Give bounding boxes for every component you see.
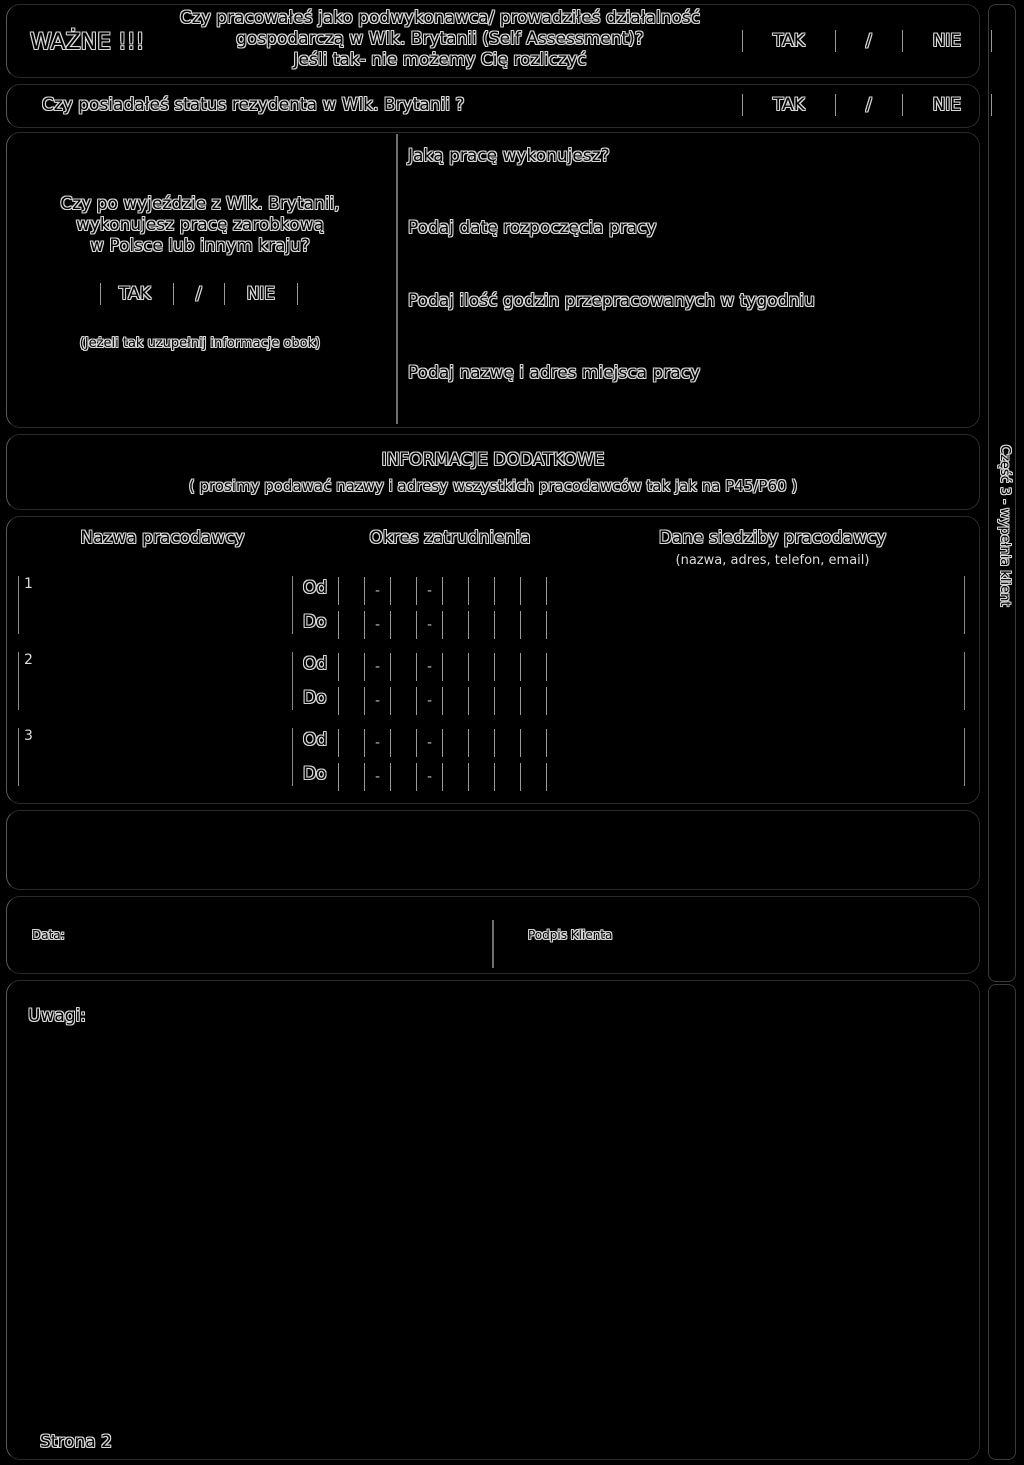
date-separator: -: [374, 693, 381, 709]
date-separator: -: [426, 735, 433, 751]
employer-name-divider: [292, 728, 293, 786]
signature-label: Podpis Klienta: [528, 928, 613, 942]
date-separator: -: [374, 659, 381, 675]
employer-name-divider: [292, 652, 293, 710]
q3-line-1: Czy po wyjeździe z Wlk. Brytanii,: [60, 194, 340, 214]
q1-yes-no: [742, 30, 1022, 52]
date-separator: -: [374, 583, 381, 599]
date-separator: -: [374, 735, 381, 751]
self-assessment-question: [160, 8, 720, 71]
q2-yes-no: [742, 94, 1022, 116]
q3-divider: [396, 134, 398, 424]
employer-row-number: 2: [24, 652, 33, 668]
q2-yes-option[interactable]: TAK: [773, 95, 805, 115]
col-employer-name: Nazwa pracodawcy: [80, 528, 245, 548]
period-to-date-input[interactable]: [338, 610, 547, 640]
q3-yes-option[interactable]: TAK: [119, 284, 151, 304]
work-abroad-question: [30, 194, 370, 257]
q1-separator: /: [865, 31, 872, 51]
period-from-date-input[interactable]: [338, 728, 547, 758]
employer-address-border: [964, 652, 965, 710]
period-to-label: Do: [303, 688, 327, 708]
col-employer-address: Dane siedziby pracodawcy: [658, 528, 887, 548]
period-to-date-input[interactable]: [338, 762, 547, 792]
period-from-label: Od: [303, 730, 328, 750]
q3-line-3: w Polsce lub innym kraju?: [90, 236, 310, 256]
panel-remarks: [6, 980, 980, 1460]
signature-divider: [492, 920, 494, 968]
page-number: Strona 2: [40, 1432, 112, 1452]
side-rail-bottom: [988, 984, 1016, 1460]
job-field[interactable]: Jaką pracę wykonujesz?: [408, 146, 610, 166]
remarks-label: Uwagi:: [28, 1006, 87, 1026]
period-from-label: Od: [303, 654, 328, 674]
employer-address-border: [964, 576, 965, 634]
q2-no-option[interactable]: NIE: [932, 95, 962, 115]
period-to-date-input[interactable]: [338, 686, 547, 716]
employer-name-divider: [292, 576, 293, 634]
date-separator: -: [426, 583, 433, 599]
q1-line-2: gospodarczą w Wlk. Brytanii (Self Assessment)?: [236, 29, 644, 49]
date-label: Data:: [32, 928, 65, 942]
panel-work-abroad: [6, 132, 980, 428]
workplace-field[interactable]: Podaj nazwę i adres miejsca pracy: [408, 363, 701, 383]
period-to-label: Do: [303, 612, 327, 632]
start-date-field[interactable]: Podaj datę rozpoczęcia pracy: [408, 218, 657, 238]
info-title: INFORMACJE DODATKOWE: [381, 450, 605, 470]
employer-row-left-border: [18, 652, 19, 710]
panel-blank: [6, 810, 980, 890]
q2-separator: /: [865, 95, 872, 115]
period-from-label: Od: [303, 578, 328, 598]
side-label: Część 3 - wypełnia klient: [997, 445, 1012, 607]
period-from-date-input[interactable]: [338, 652, 547, 682]
date-separator: -: [426, 617, 433, 633]
q3-separator: /: [195, 284, 202, 304]
date-separator: -: [426, 769, 433, 785]
employer-row-number: 3: [24, 728, 33, 744]
date-separator: -: [374, 769, 381, 785]
period-from-date-input[interactable]: [338, 576, 547, 606]
q3-line-2: wykonujesz pracę zarobkową: [75, 215, 325, 235]
panel-additional-info: [6, 434, 980, 510]
q3-note: (Jeżeli tak uzupełnij informacje obok): [79, 336, 321, 351]
q1-line-3: Jeśli tak- nie możemy Cię rozliczyć: [293, 50, 587, 70]
info-subtitle: ( prosimy podawać nazwy i adresy wszystkich pracodawców tak jak na P45/P60 ): [188, 477, 798, 495]
employer-row-left-border: [18, 728, 19, 786]
date-separator: -: [426, 659, 433, 675]
employer-row-left-border: [18, 576, 19, 634]
col-employment-period: Okres zatrudnienia: [369, 528, 531, 548]
q1-line-1: Czy pracowałeś jako podwykonawca/ prowadziłeś działalność: [179, 8, 701, 28]
important-label: WAŻNE !!!: [30, 30, 145, 55]
employer-address-border: [964, 728, 965, 786]
col-address-note: (nazwa, adres, telefon, email): [675, 553, 870, 568]
residency-question: Czy posiadałeś status rezydenta w Wlk. Brytanii ?: [42, 95, 465, 115]
date-separator: -: [426, 693, 433, 709]
q1-yes-option[interactable]: TAK: [773, 31, 805, 51]
period-to-label: Do: [303, 764, 327, 784]
employer-row-number: 1: [24, 576, 33, 592]
date-separator: -: [374, 617, 381, 633]
q3-no-option[interactable]: NIE: [246, 284, 276, 304]
hours-field[interactable]: Podaj ilość godzin przepracowanych w tygodniu: [408, 291, 815, 311]
q1-no-option[interactable]: NIE: [932, 31, 962, 51]
q3-yes-no: [100, 283, 328, 305]
